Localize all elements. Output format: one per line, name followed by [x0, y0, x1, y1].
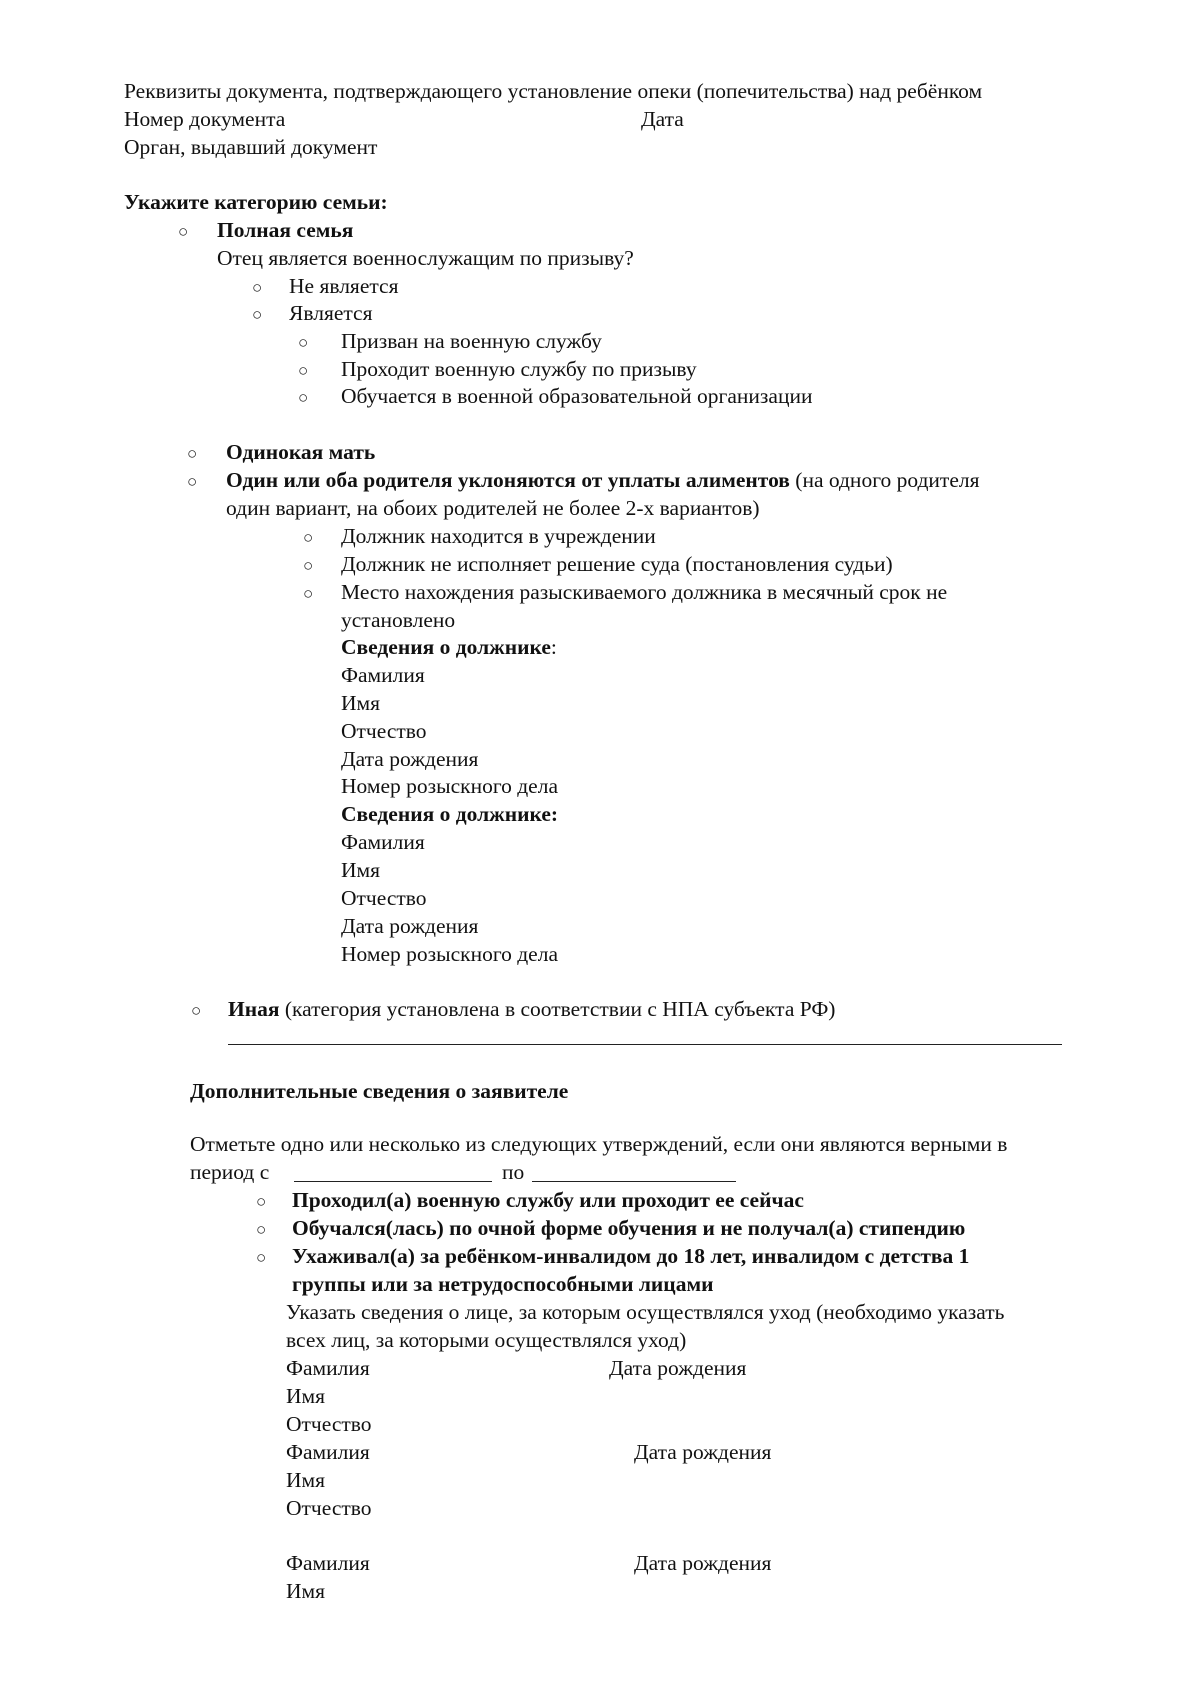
- location-unknown-label-1: Место нахождения разыскиваемого должника в месячный срок не: [341, 580, 948, 604]
- radio-not-complying[interactable]: ○: [303, 556, 314, 575]
- radio-serving[interactable]: ○: [298, 361, 309, 380]
- debtor1-birthdate-label: Дата рождения: [341, 747, 479, 771]
- guardianship-heading: Реквизиты документа, подтверждающего установление опеки (попечительства) над ребёнком: [124, 79, 983, 103]
- military-service-label: Проходил(а) военную службу или проходит ее сейчас: [292, 1188, 804, 1212]
- period-from-input-line[interactable]: [294, 1181, 492, 1182]
- debtor1-surname-label: Фамилия: [341, 663, 425, 687]
- not-conscript-label: Не является: [289, 274, 399, 298]
- debtor2-patronymic-label: Отчество: [341, 886, 427, 910]
- other-category-label: [228, 999, 835, 1021]
- person2-birthdate-label: Дата рождения: [634, 1440, 772, 1464]
- radio-is-conscript[interactable]: ○: [252, 305, 263, 324]
- caregiver-label-2: группы или за нетрудоспособными лицами: [292, 1272, 714, 1296]
- period-from-label: период с: [190, 1160, 270, 1184]
- caregiver-note-1: Указать сведения о лице, за которым осуществлялся уход (необходимо указать: [286, 1300, 1005, 1324]
- single-mother-label: Одинокая мать: [226, 440, 376, 464]
- doc-number-label: Номер документа: [124, 107, 286, 131]
- location-unknown-label-2: установлено: [341, 608, 456, 632]
- debtor1-patronymic-label: Отчество: [341, 719, 427, 743]
- full-time-student-label: Обучался(лась) по очной форме обучения и не получал(а) стипендию: [292, 1216, 966, 1240]
- additional-intro-line1: Отметьте одно или несколько из следующих утверждений, если они являются верными в: [190, 1132, 1008, 1156]
- person3-surname-label: Фамилия: [286, 1551, 370, 1575]
- radio-other-category[interactable]: ○: [191, 1001, 202, 1020]
- radio-in-institution[interactable]: ○: [303, 528, 314, 547]
- alimony-label: [226, 470, 979, 492]
- radio-drafted[interactable]: ○: [298, 333, 309, 352]
- alimony-label-bold: Один или оба родителя уклоняются от уплаты алиментов: [226, 468, 790, 492]
- radio-studying[interactable]: ○: [298, 388, 309, 407]
- debtor1-heading: [341, 637, 557, 659]
- debtor2-heading: Сведения о должнике:: [341, 802, 559, 826]
- debtor2-surname-label: Фамилия: [341, 830, 425, 854]
- in-institution-label: Должник находится в учреждении: [341, 524, 656, 548]
- other-category-bold: Иная: [228, 997, 280, 1021]
- father-conscript-question: Отец является военнослужащим по призыву?: [217, 246, 634, 270]
- person2-name-label: Имя: [286, 1468, 326, 1492]
- debtor1-name-label: Имя: [341, 691, 381, 715]
- debtor2-name-label: Имя: [341, 858, 381, 882]
- person1-patronymic-label: Отчество: [286, 1412, 372, 1436]
- alimony-label-line2: один вариант, на обоих родителей не более 2-х вариантов): [226, 496, 760, 520]
- not-complying-label: Должник не исполняет решение суда (постановления судьи): [341, 552, 893, 576]
- serving-label: Проходит военную службу по призыву: [341, 357, 697, 381]
- full-family-label: Полная семья: [217, 218, 354, 242]
- period-to-label: по: [502, 1160, 525, 1184]
- person1-surname-label: Фамилия: [286, 1356, 370, 1380]
- issuer-label: Орган, выдавший документ: [124, 135, 378, 159]
- debtor2-birthdate-label: Дата рождения: [341, 914, 479, 938]
- radio-single-mother[interactable]: ○: [187, 444, 198, 463]
- caregiver-note-2: всех лиц, за которыми осуществлялся уход): [286, 1328, 687, 1352]
- radio-full-time-student[interactable]: ○: [256, 1220, 267, 1239]
- other-category-input-line[interactable]: [228, 1044, 1062, 1045]
- debtor2-case-number-label: Номер розыскного дела: [341, 942, 558, 966]
- period-to-input-line[interactable]: [532, 1181, 736, 1182]
- person1-birthdate-label: Дата рождения: [609, 1356, 747, 1380]
- person1-name-label: Имя: [286, 1384, 326, 1408]
- radio-alimony[interactable]: ○: [187, 472, 198, 491]
- radio-not-conscript[interactable]: ○: [252, 278, 263, 297]
- radio-location-unknown[interactable]: ○: [303, 584, 314, 603]
- is-conscript-label: Является: [289, 301, 373, 325]
- doc-date-label: Дата: [641, 107, 684, 131]
- alimony-label-rest: (на одного родителя: [789, 468, 980, 492]
- radio-full-family[interactable]: ○: [178, 222, 189, 241]
- family-category-heading: Укажите категорию семьи:: [124, 190, 388, 214]
- person2-patronymic-label: Отчество: [286, 1496, 372, 1520]
- debtor1-heading-colon: :: [550, 635, 557, 659]
- studying-label: Обучается в военной образовательной организации: [341, 384, 813, 408]
- drafted-label: Призван на военную службу: [341, 329, 602, 353]
- person3-birthdate-label: Дата рождения: [634, 1551, 772, 1575]
- caregiver-label-1: Ухаживал(а) за ребёнком-инвалидом до 18 лет, инвалидом с детства 1: [292, 1244, 970, 1268]
- radio-military-service[interactable]: ○: [256, 1192, 267, 1211]
- debtor1-case-number-label: Номер розыскного дела: [341, 774, 558, 798]
- debtor1-heading-text: Сведения о должнике: [341, 635, 551, 659]
- other-category-rest: (категория установлена в соответствии с НПА субъекта РФ): [279, 997, 836, 1021]
- radio-caregiver[interactable]: ○: [256, 1248, 267, 1267]
- additional-info-heading: Дополнительные сведения о заявителе: [190, 1079, 569, 1103]
- person2-surname-label: Фамилия: [286, 1440, 370, 1464]
- person3-name-label: Имя: [286, 1579, 326, 1603]
